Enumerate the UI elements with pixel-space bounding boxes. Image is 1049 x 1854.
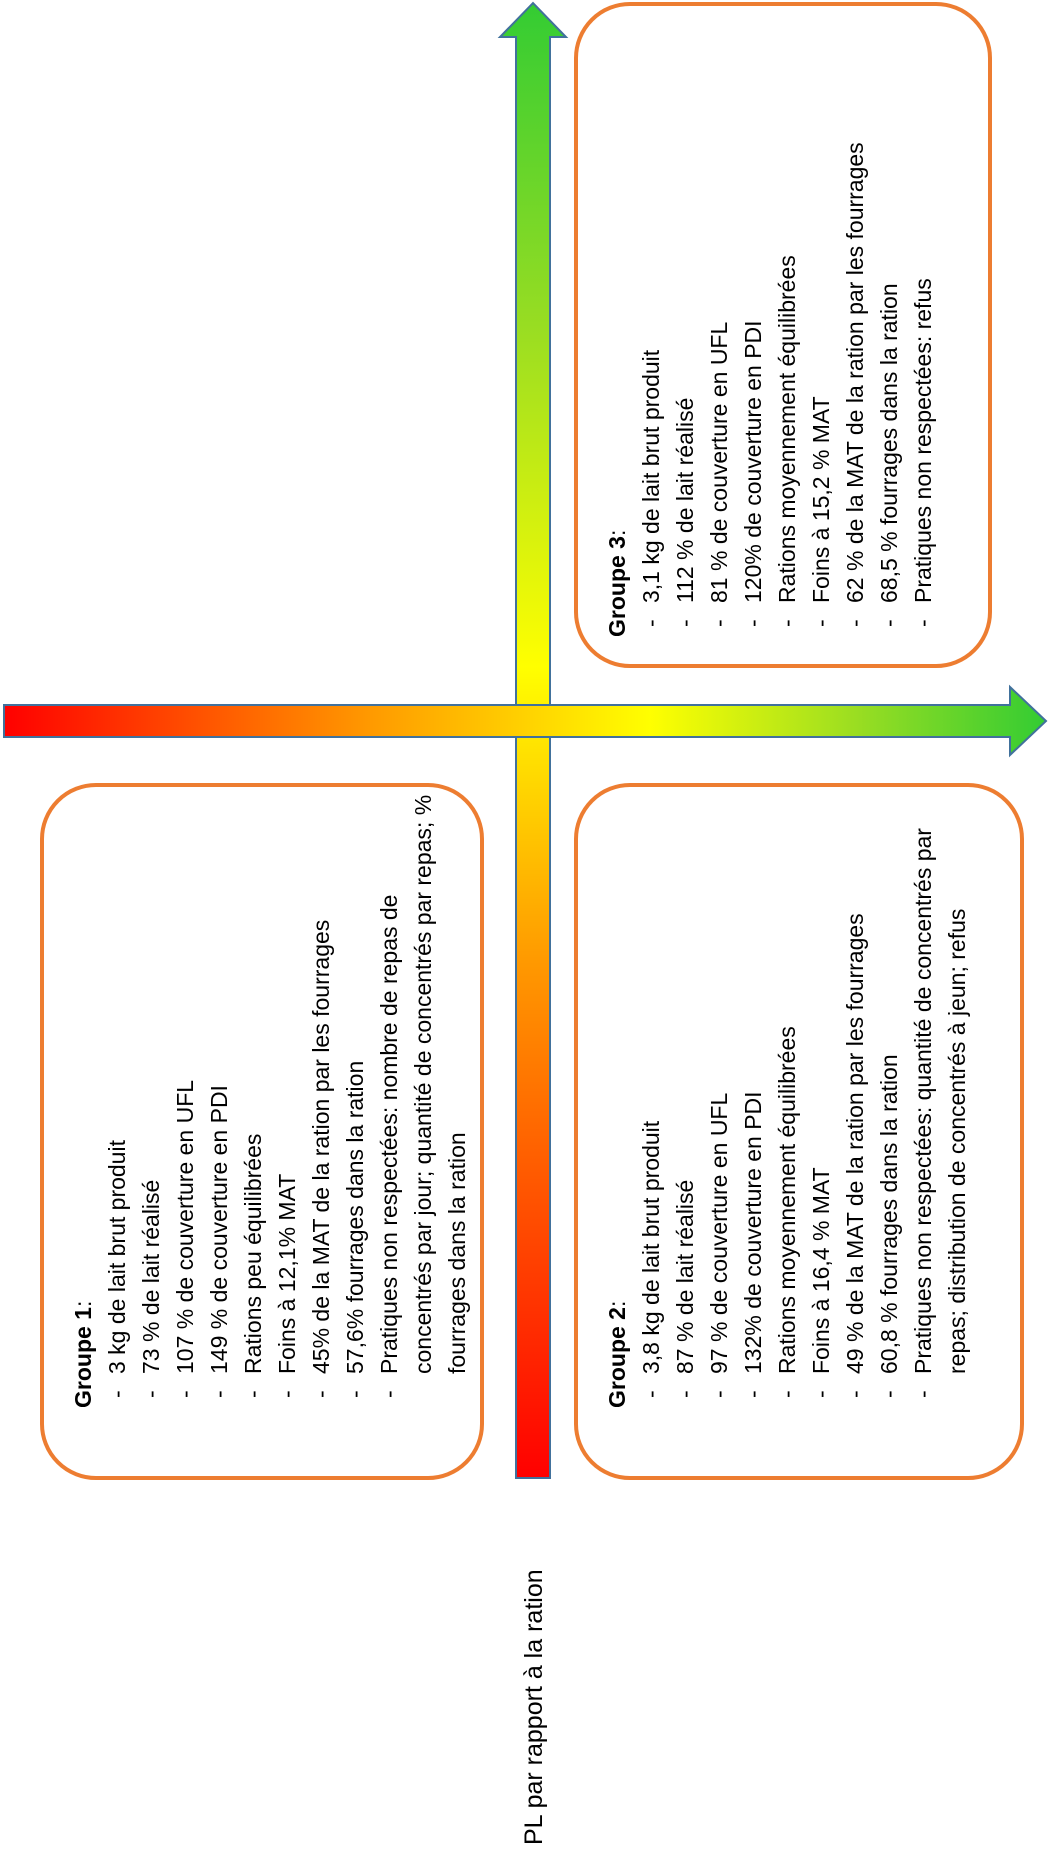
group-1-item: - 149 % de couverture en PDI — [202, 788, 236, 1408]
group-3-item: - Rations moyennement équilibrées — [770, 17, 804, 637]
group-3-item: - 68,5 % fourrages dans la ration — [872, 17, 906, 637]
group-3-item: - Foins à 15,2 % MAT — [804, 17, 838, 637]
group-2-item: - Foins à 16,4 % MAT — [804, 788, 838, 1408]
group-2-title-line — [600, 788, 634, 1408]
group-2-item: - 132% de couverture en PDI — [736, 788, 770, 1408]
group-1-list — [100, 788, 474, 1408]
group-1-text — [66, 788, 474, 1408]
group-1-item: - 107 % de couverture en UFL — [168, 788, 202, 1408]
group-1-colon: : — [70, 1300, 96, 1308]
group-3-item: - 3,1 kg de lait brut produit — [634, 17, 668, 637]
group-1-title: Groupe 1 — [70, 1307, 96, 1408]
group-2-item: - 49 % de la MAT de la ration par les fourrages — [838, 788, 872, 1408]
group-2-item: - 60,8 % fourrages dans la ration — [872, 788, 906, 1408]
group-2-text — [600, 788, 974, 1408]
group-2-item: - 3,8 kg de lait brut produit — [634, 788, 668, 1408]
group-3-colon: : — [604, 529, 630, 537]
group-3-title: Groupe 3 — [604, 536, 630, 637]
group-2-item: - Pratiques non respectées: quantité de concentrés par repas; distribution de concentrés à jeun; refus — [906, 788, 974, 1408]
group-2-list — [634, 788, 974, 1408]
vertical-axis-arrow — [500, 3, 566, 1478]
group-1-title-line — [66, 788, 100, 1408]
group-3-list — [634, 17, 940, 637]
group-1-item: - 45% de la MAT de la ration par les fourrages — [304, 788, 338, 1408]
group-1-item: - Rations peu équilibrées — [236, 788, 270, 1408]
group-1-item: - 57,6% fourrages dans la ration — [338, 788, 372, 1408]
group-3-item: - 112 % de lait réalisé — [668, 17, 702, 637]
group-3-item: - 62 % de la MAT de la ration par les fourrages — [838, 17, 872, 637]
group-3-item: - 120% de couverture en PDI — [736, 17, 770, 637]
group-2-item: - 87 % de lait réalisé — [668, 788, 702, 1408]
group-1-item: - Pratiques non respectées: nombre de repas de concentrés par jour; quantité de concentrés par repas; % fourrages dans la ration — [372, 788, 474, 1408]
group-2-item: - 97 % de couverture en UFL — [702, 788, 736, 1408]
group-3-item: - 81 % de couverture en UFL — [702, 17, 736, 637]
group-2-colon: : — [604, 1300, 630, 1308]
group-3-item: - Pratiques non respectées: refus — [906, 17, 940, 637]
vertical-axis-label: PL par rapport à la ration — [520, 1569, 548, 1845]
group-1-item: - Foins à 12,1% MAT — [270, 788, 304, 1408]
group-3-text — [600, 17, 940, 637]
group-1-item: - 73 % de lait réalisé — [134, 788, 168, 1408]
group-2-title: Groupe 2 — [604, 1307, 630, 1408]
group-3-title-line — [600, 17, 634, 637]
group-1-item: - 3 kg de lait brut produit — [100, 788, 134, 1408]
group-2-item: - Rations moyennement équilibrées — [770, 788, 804, 1408]
